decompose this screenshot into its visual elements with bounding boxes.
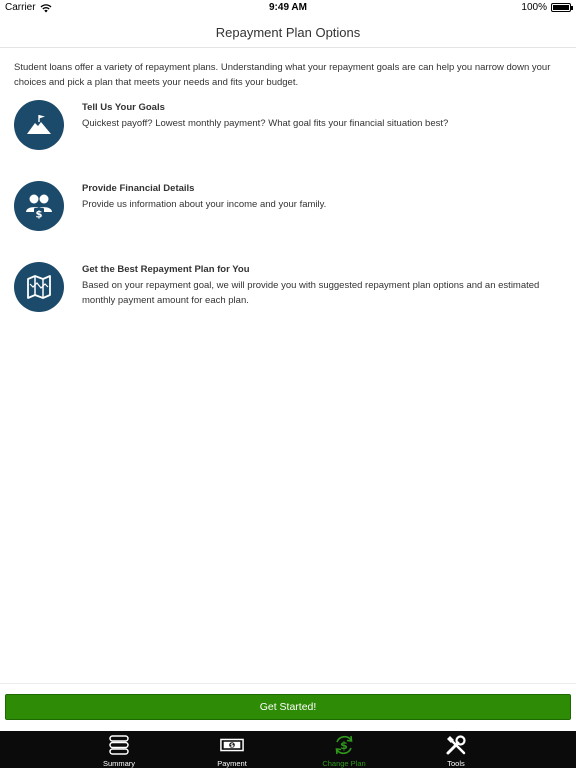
step-description: Based on your repayment goal, we will provide you with suggested repayment plan options and an estimated monthly payment amount for each plan. xyxy=(82,280,540,306)
step-text xyxy=(82,263,562,308)
money-icon xyxy=(220,734,244,756)
tab-bar xyxy=(0,731,576,768)
step-text xyxy=(82,182,562,212)
svg-text:$: $ xyxy=(35,209,43,220)
nav-bar xyxy=(0,16,576,48)
battery-percent: 100% xyxy=(521,2,547,13)
page-title: Repayment Plan Options xyxy=(215,25,361,40)
tools-icon xyxy=(444,734,468,756)
change-plan-icon xyxy=(332,734,356,756)
step-goals xyxy=(14,100,564,152)
step-description: Provide us information about your income and your family. xyxy=(82,199,327,210)
step-description: Quickest payoff? Lowest monthly payment? What goal fits your financial situation best? xyxy=(82,118,449,129)
step-financial-details xyxy=(14,181,564,233)
step-title: Tell Us Your Goals xyxy=(82,102,165,113)
tab-label: Tools xyxy=(447,759,465,768)
battery-icon xyxy=(551,3,571,12)
get-started-button[interactable]: Get Started! xyxy=(5,694,571,720)
step-text xyxy=(82,101,562,131)
tab-payment[interactable] xyxy=(192,731,272,768)
step-title: Provide Financial Details xyxy=(82,183,195,194)
step-title: Get the Best Repayment Plan for You xyxy=(82,264,250,275)
tab-summary[interactable] xyxy=(79,731,159,768)
tab-label: Payment xyxy=(217,759,247,768)
svg-text:$: $ xyxy=(230,743,234,750)
tab-label: Change Plan xyxy=(322,759,366,768)
tab-tools[interactable] xyxy=(416,731,496,768)
tab-label: Summary xyxy=(102,759,136,768)
intro-text: Student loans offer a variety of repayment plans. Understanding what your repayment goals are can help you narrow down your choices and pick a plan that meets your needs and fits your budget. xyxy=(14,62,551,88)
people-dollar-icon xyxy=(14,181,64,231)
status-right xyxy=(521,2,571,13)
mountain-flag-icon xyxy=(14,100,64,150)
status-time: 9:49 AM xyxy=(269,2,307,13)
battery-fill xyxy=(553,5,569,10)
svg-text:$: $ xyxy=(340,739,348,752)
status-bar xyxy=(0,0,576,16)
map-icon xyxy=(14,262,64,312)
footer-divider xyxy=(0,683,576,684)
tab-change-plan[interactable] xyxy=(304,731,384,768)
stack-icon xyxy=(107,734,131,756)
step-best-plan xyxy=(14,262,564,314)
carrier-label: Carrier xyxy=(5,2,36,13)
